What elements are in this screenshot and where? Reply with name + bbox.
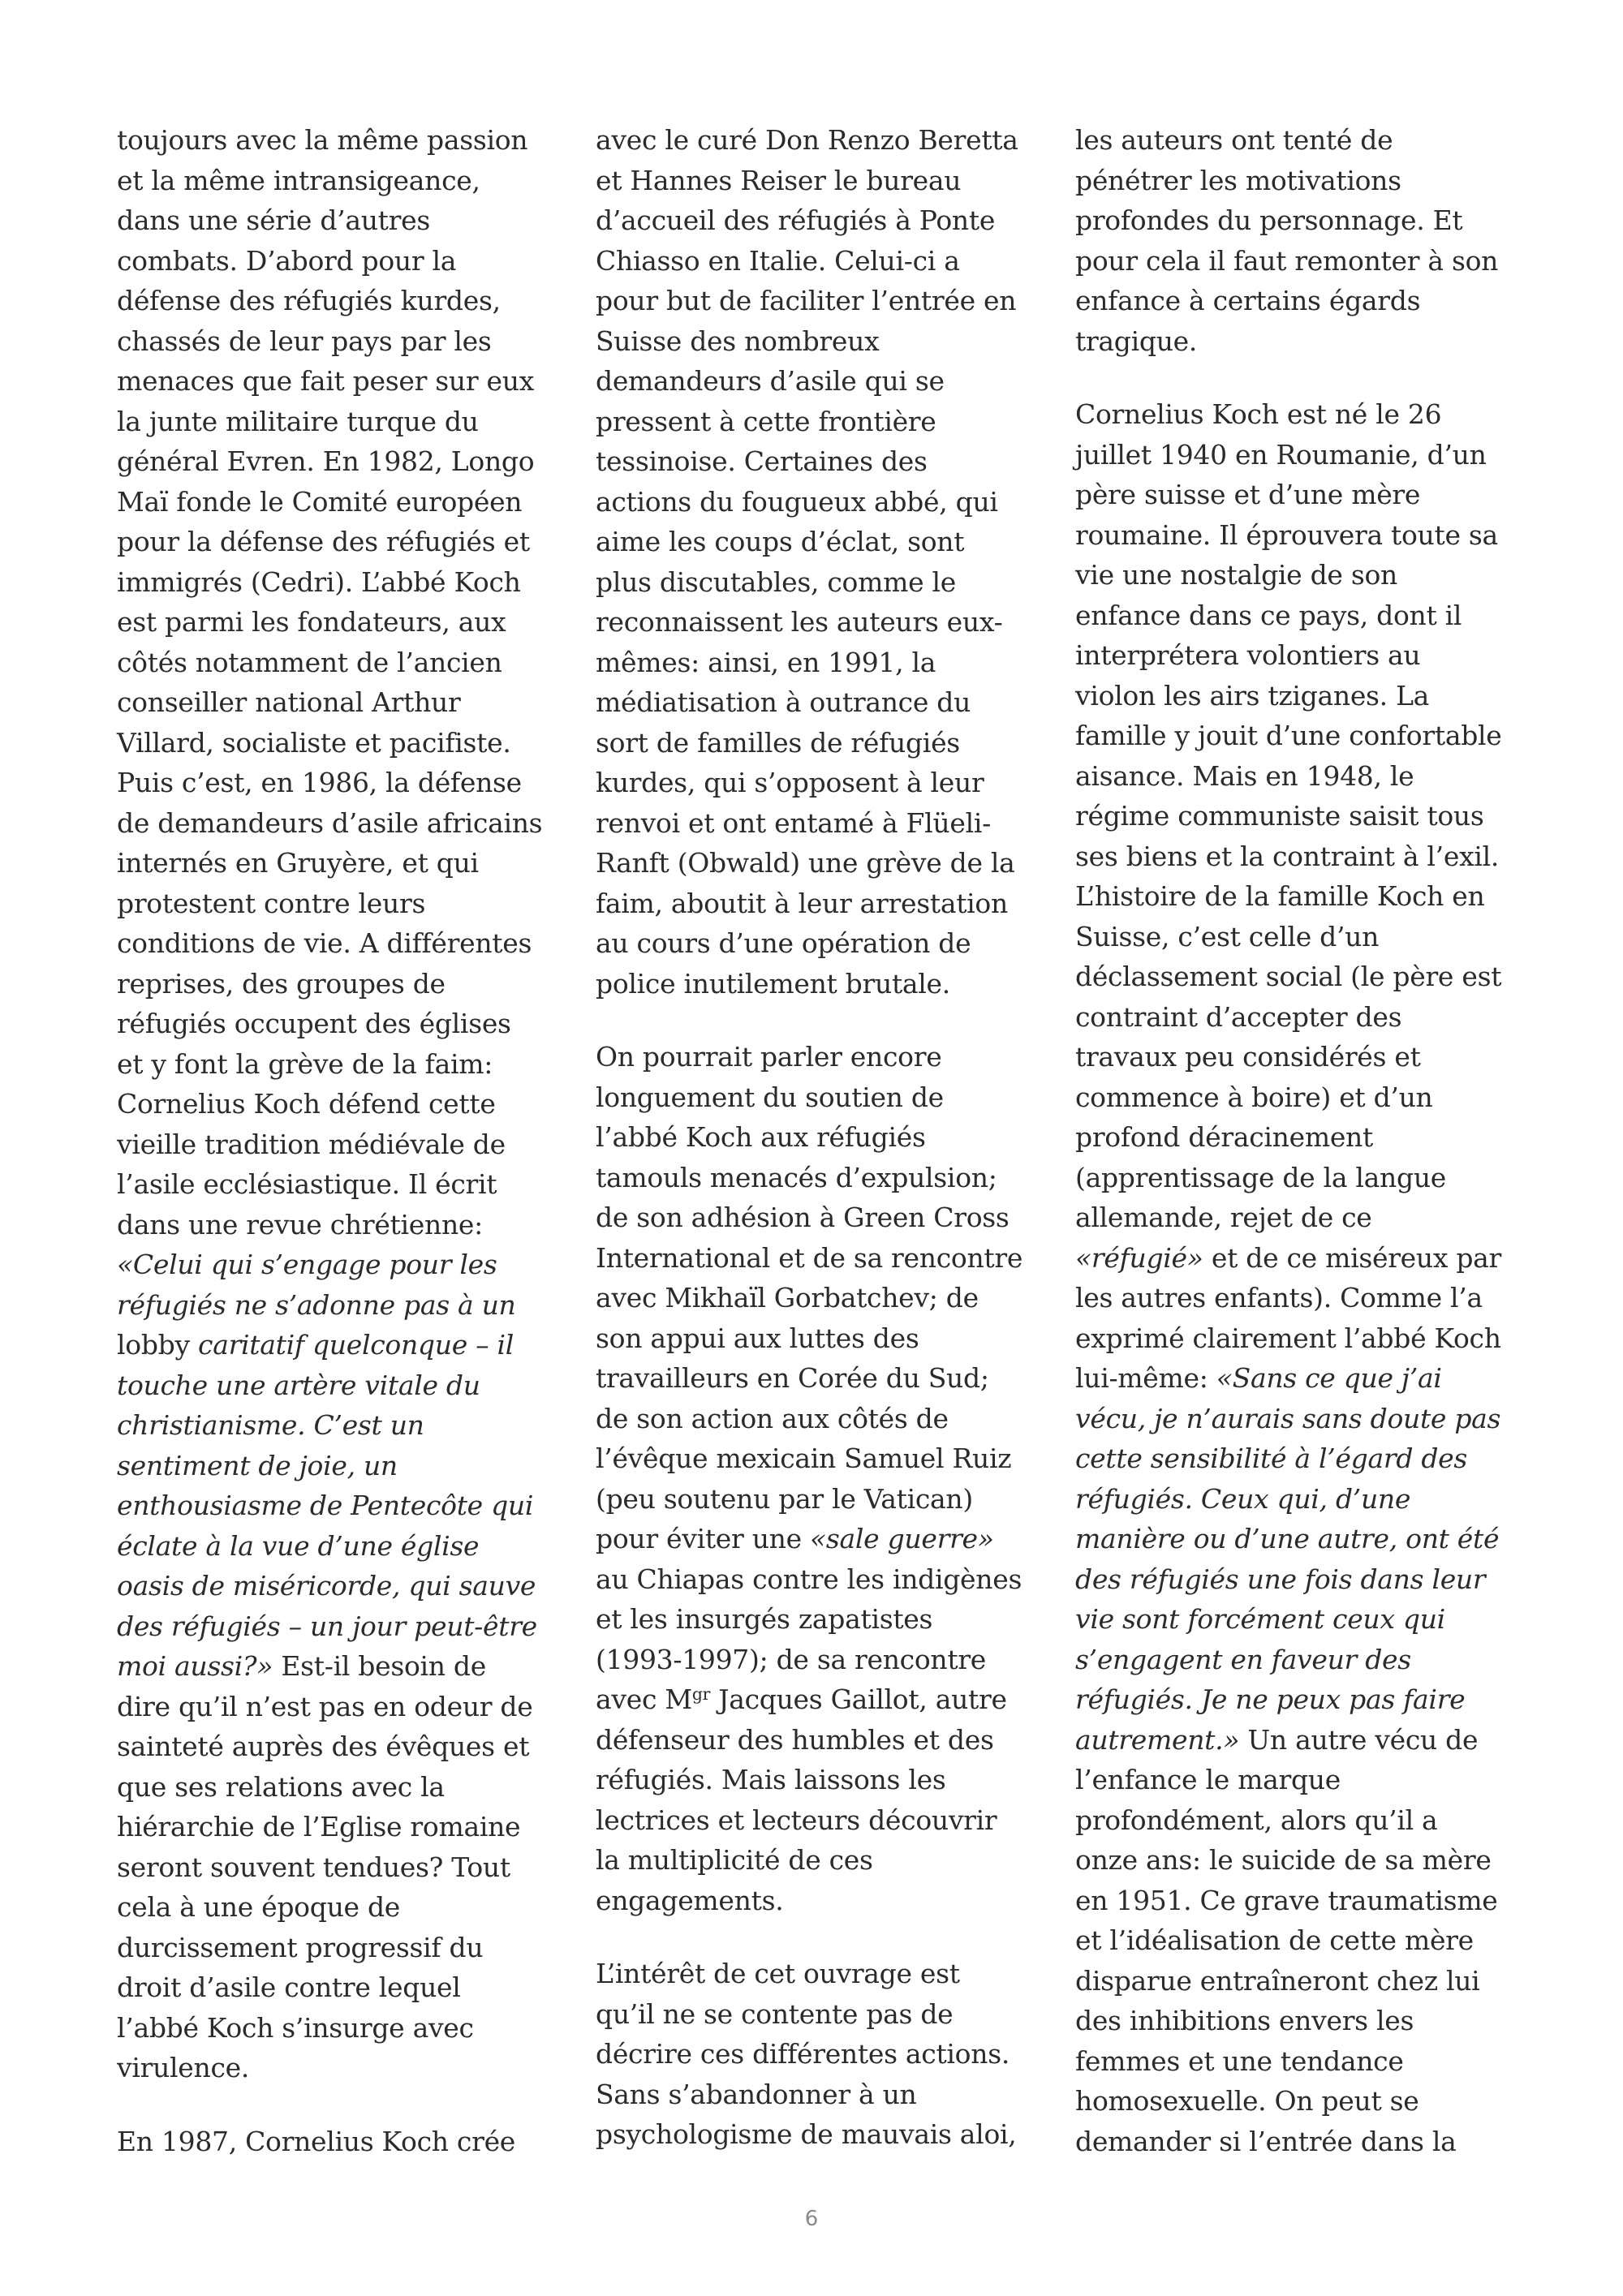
quote-text: «Sans ce que j’ai vécu, je n’aurais sans doute pas cette sensibilité à l’égard des réfugiés. Ceux qui, d’une manière ou d’une autre, ont été des réfugiés une fois dans leur vie sont forcément ceux qui s’engagent en faveur des réfugiés. Je ne peux pas faire autrement.»	[1075, 1362, 1501, 1756]
text-run: Un autre vécu de l’enfance le marque profondément, alors qu’il a onze ans: le suicide de sa mère en 1951. Ce grave traumatisme et l’idéalisation de cette mère disparue entraîneront chez lui des inhibitions envers les femmes et une tendance homosexuelle. On peut se demander si l’entrée dans la	[1075, 1723, 1498, 2157]
paragraph: les auteurs ont tenté de pénétrer les motivations profondes du personnage. Et pour cela il faut remonter à son enfance à certains égards tragique.	[1075, 124, 1499, 357]
paragraph: En 1987, Cornelius Koch crée	[117, 2125, 516, 2157]
text-run: Jacques Gaillot, autre défenseur des humbles et des réfugiés. Mais laissons les lectrices et lecteurs découvrir la multiplicité de ces engagements.	[596, 1683, 1007, 1916]
superscript: gr	[691, 1683, 711, 1704]
text-run: et de ce miséreux par les autres enfants). Comme l’a exprimé clairement l’abbé Koch lui-même:	[1075, 1241, 1502, 1394]
paragraph	[596, 1037, 1030, 1920]
paragraph: avec le curé Don Renzo Beretta et Hannes Reiser le bureau d’accueil des réfugiés à Ponte Chiasso en Italie. Celui-ci a pour but de faciliter l’entrée en Suisse des nombreux demandeurs d’asile qui se pressent à cette frontière tessinoise. Certaines des actions du fougueux abbé, qui aime les coups d’éclat, sont plus discutables, comme le reconnaissent les auteurs eux- mêmes: ainsi, en 1991, la médiatisation à outrance du sort de familles de réfugiés kurdes, qui s’opposent à leur renvoi et ont entamé à Flüeli- Ranft (Obwald) une grève de la faim, aboutit à leur arrestation au cours d’une opération de police inutilement brutale.	[596, 124, 1018, 1000]
text-column-2	[596, 120, 1030, 2188]
page-number: 6	[804, 2207, 819, 2231]
text-run: au Chiapas contre les indigènes et les insurgés zapatistes (1993-1997); de sa rencontre avec M	[596, 1563, 1022, 1715]
quote-text: caritatif quelconque – il touche une artère vitale du christianisme. C’est un sentiment de joie, un enthousiasme de Pentecôte qui éclate à la vue d’une église oasis de miséricorde, qui sauve des réfugiés – un jour peut-être moi aussi?»	[117, 1329, 537, 1682]
text-run: On pourrait parler encore longuement du soutien de l’abbé Koch aux réfugiés tamouls menacés d’expulsion; de son adhésion à Green Cross International et de sa rencontre avec Mikhaïl Gorbatchev; de son appui aux luttes des travailleurs en Corée du Sud; de son action aux côtés de l’évêque mexicain Samuel Ruiz (peu soutenu par le Vatican) pour éviter une	[596, 1041, 1023, 1554]
text-run: Est-il besoin de dire qu’il n’est pas en odeur de sainteté auprès des évêques et que ses relations avec la hiérarchie de l’Eglise romaine seront souvent tendues? Tout cela à une époque de durcissement progressif du droit d’asile contre lequel l’abbé Koch s’insurge avec virulence.	[117, 1650, 533, 2083]
paragraph	[1075, 394, 1509, 2161]
text-column-1	[117, 120, 551, 2195]
text-column-3	[1075, 120, 1509, 2195]
quote-text: «réfugié»	[1075, 1241, 1203, 1274]
text-run: Cornelius Koch est né le 26 juillet 1940 en Roumanie, d’un père suisse et d’une mère roumaine. Il éprouvera toute sa vie une nostalgie de son enfance dans ce pays, dont il interprétera volontiers au violon les airs tziganes. La famille y jouit d’une confortable aisance. Mais en 1948, le régime communiste saisit tous ses biens et la contraint à l’exil. L’histoire de la famille Koch en Suisse, c’est celle d’un déclassement social (le père est contraint d’accepter des travaux peu considérés et commence à boire) et d’un profond déracinement (apprentissage de la langue allemande, rejet de ce	[1075, 398, 1502, 1233]
text-run: lobby	[117, 1329, 199, 1361]
quote-text: «sale guerre»	[810, 1523, 994, 1554]
quote-text: «Celui qui s’engage pour les réfugiés ne s’adonne pas à un	[117, 1249, 516, 1321]
text-run: toujours avec la même passion et la même intransigeance, dans une série d’autres combats. D’abord pour la défense des réfugiés kurdes, chassés de leur pays par les menaces que fait peser sur eux la junte militaire turque du général Evren. En 1982, Longo Maï fonde le Comité européen pour la défense des réfugiés et immigrés (Cedri). L’abbé Koch est parmi les fondateurs, aux côtés notamment de l’ancien conseiller national Arthur Villard, socialiste et pacifiste. Puis c’est, en 1986, la défense de demandeurs d’asile africains internés en Gruyère, et qui protestent contre leurs conditions de vie. A différentes reprises, des groupes de réfugiés occupent des églises et y font la grève de la faim: Cornelius Koch défend cette vieille tradition médiévale de l’asile ecclésiastique. Il écrit dans une revue chrétienne:	[117, 124, 543, 1240]
paragraph: L’intérêt de cet ouvrage est qu’il ne se contente pas de décrire ces différentes actions. Sans s’abandonner à un psychologisme de mauvais aloi,	[596, 1958, 1017, 2150]
paragraph	[117, 120, 551, 2088]
